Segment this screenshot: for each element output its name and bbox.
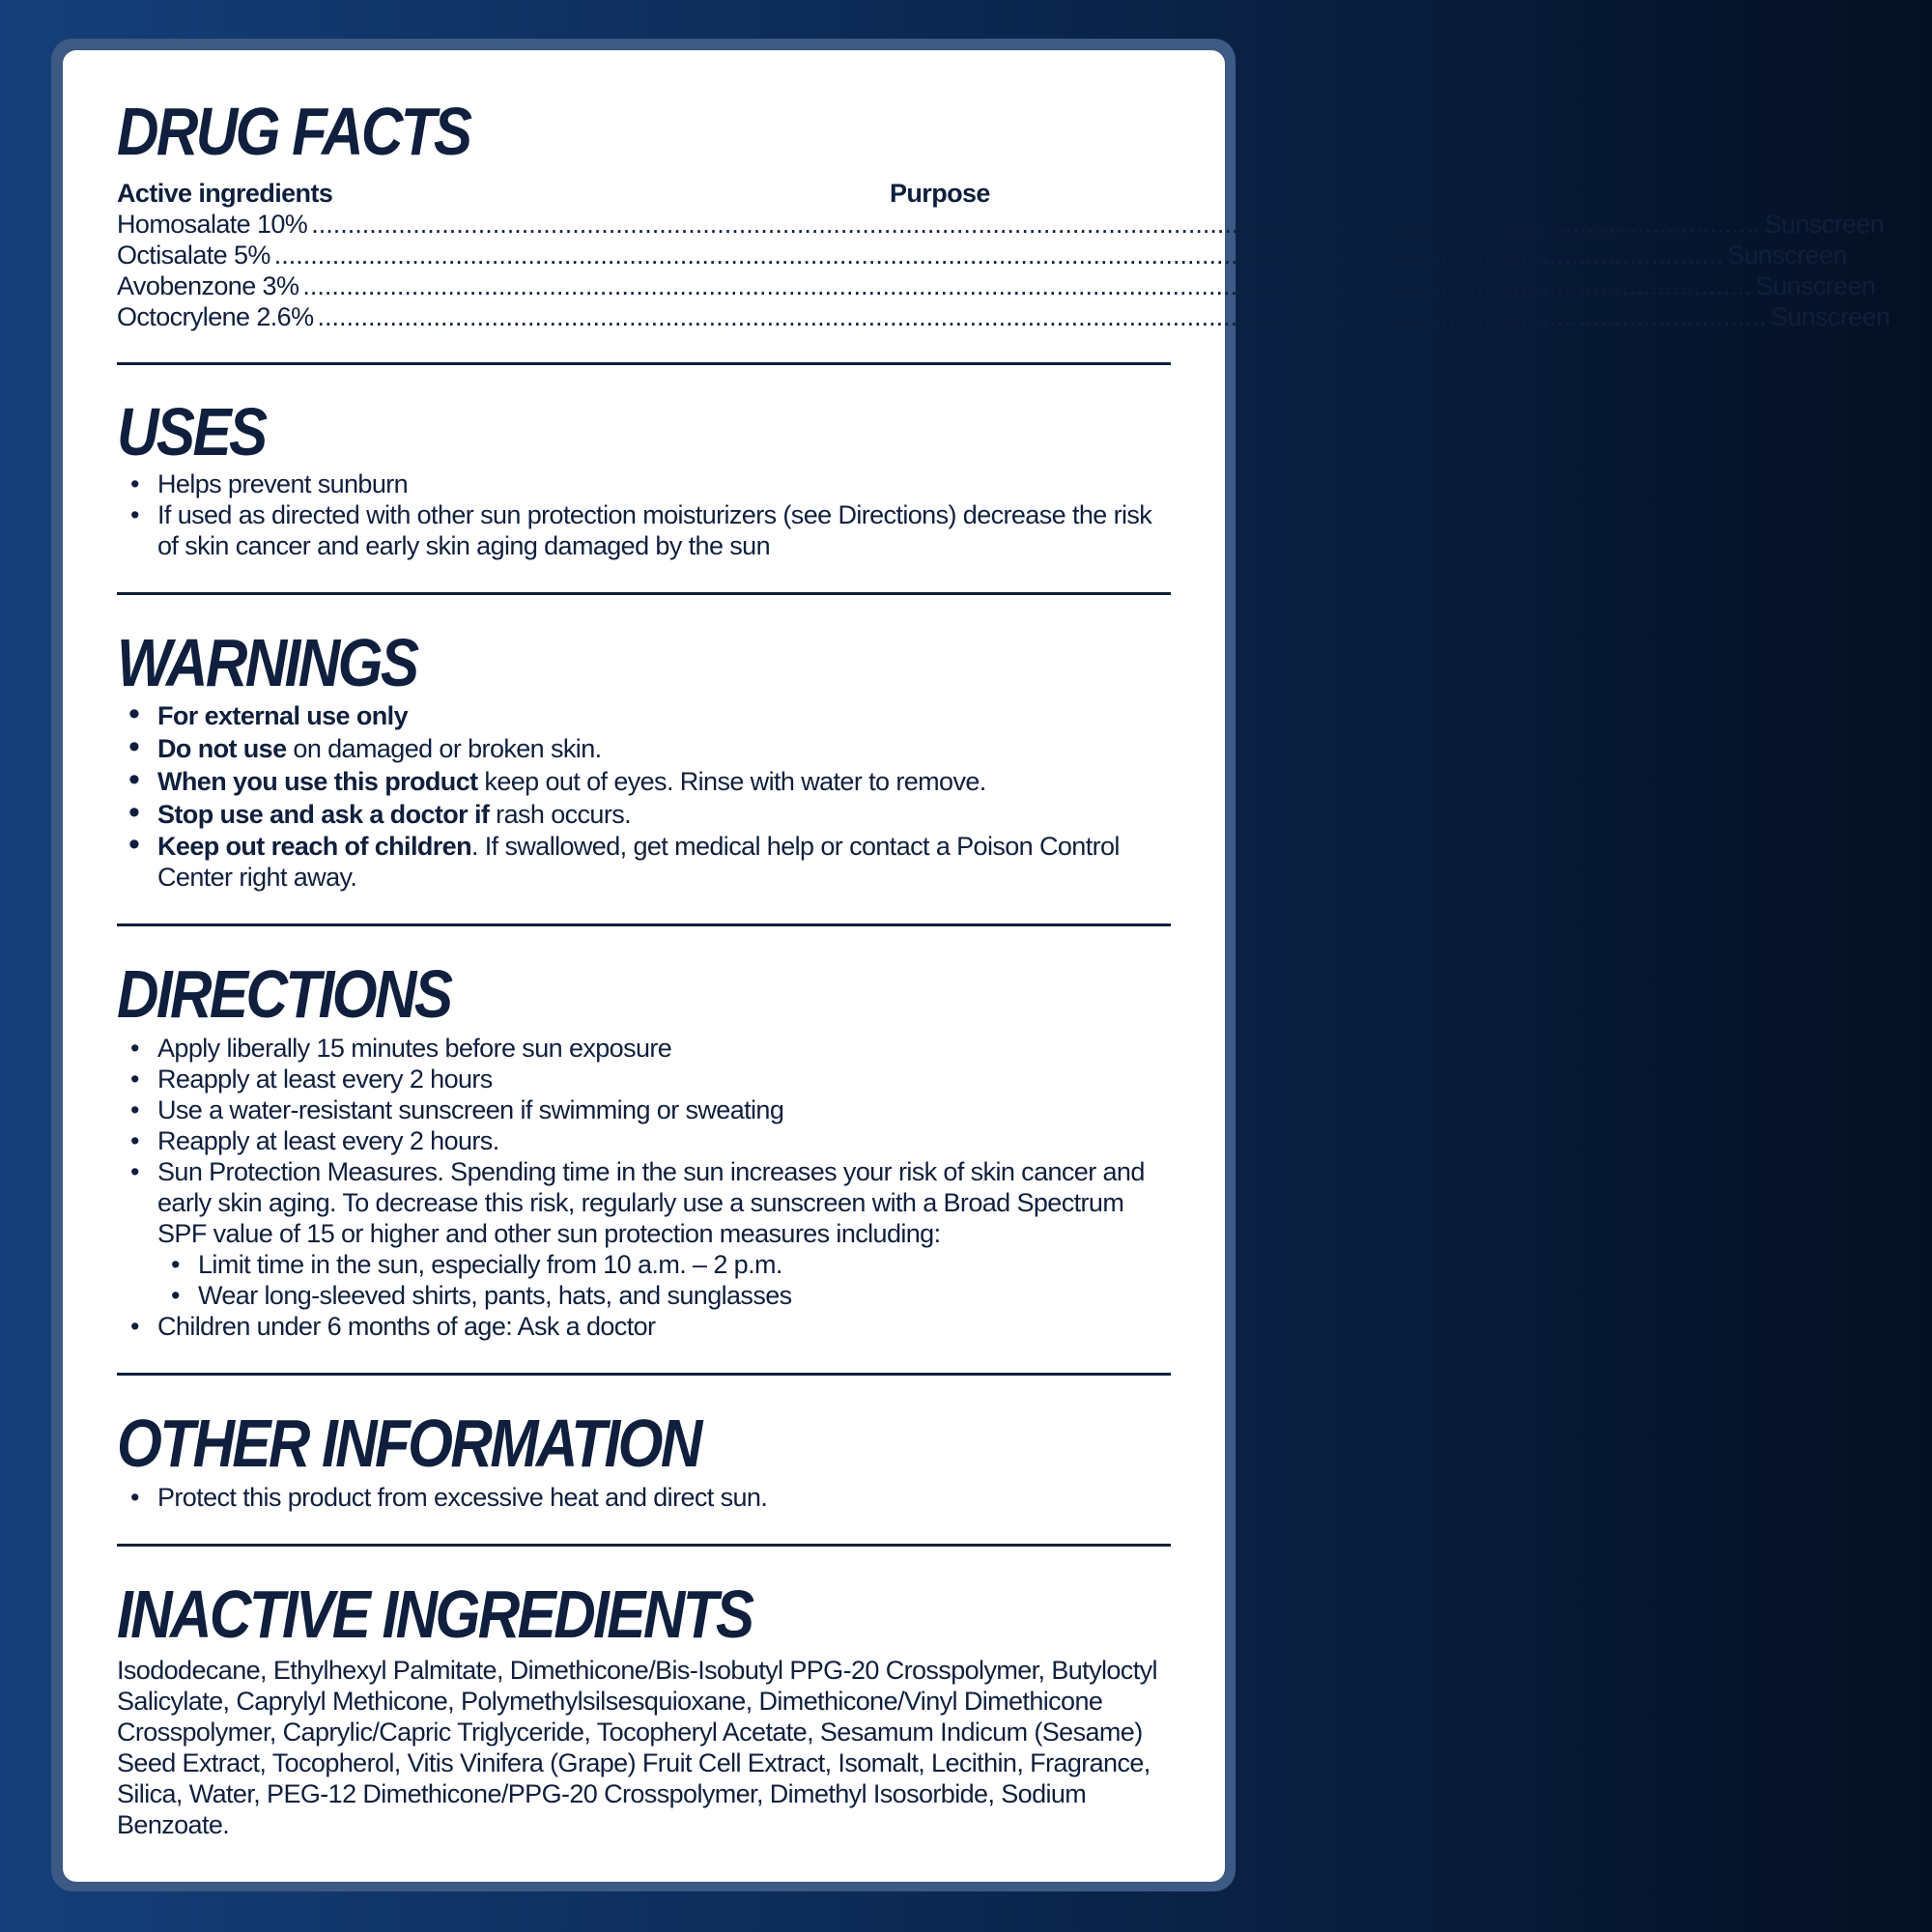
inactive-ingredients-text: Isododecane, Ethylhexyl Palmitate, Dimethicone/Bis-Isobutyl PPG-20 Crosspolymer, Butyloctyl Salicylate, Caprylyl Methicone, Polymethylsilsesquioxane, Dimethicone/Vinyl Dimethicone Crosspolymer, Caprylic/Capric Triglyceride, Tocopheryl Acetate, Sesamum Indicum (Sesame) Seed Extract, Tocopherol, Vitis Vinifera (Grape) Fruit Cell Extract, Isomalt, Lecithin, Fragrance, Silica, Water, PEG-12 Dimethicone/PPG-20 Crosspolymer, Dimethyl Isosorbide, Sodium Benzoate. — [117, 1656, 1157, 1839]
ingredient-purpose: Sunscreen — [1755, 271, 1876, 300]
warning-text: rash occurs. — [489, 800, 632, 829]
inactive-ingredients-section — [117, 1579, 1171, 1840]
dot-leader: ........................................................................................................................................................................................................ — [311, 210, 1761, 239]
dot-leader: ........................................................................................................................................................................................................ — [317, 302, 1767, 331]
section-divider — [117, 362, 1171, 365]
warning-lead: Do not use — [157, 734, 287, 763]
drug-facts-section — [117, 94, 1890, 332]
sun-protection-text: Sun Protection Measures. Spending time in the sun increases your risk of skin cancer and early skin aging. To decrease this risk, regularly use a sunscreen with a Broad Spectrum SPF value of 15 or higher and other sun protection measures including: — [157, 1157, 1145, 1248]
uses-list — [117, 469, 1171, 561]
ingredient-row — [117, 270, 1876, 301]
warnings-list — [117, 699, 1171, 893]
inactive-ingredients-title: INACTIVE INGREDIENTS — [117, 1577, 753, 1652]
warning-item — [117, 798, 1171, 831]
other-information-title: OTHER INFORMATION — [117, 1406, 700, 1481]
warning-lead: When you use this product — [157, 767, 478, 796]
sun-protection-sublist — [157, 1249, 1171, 1311]
active-ingredients-header-row — [117, 178, 1171, 209]
section-divider — [117, 1544, 1171, 1547]
drug-facts-panel — [63, 50, 1890, 1882]
drug-facts-title: DRUG FACTS — [117, 94, 470, 169]
section-divider — [117, 1373, 1171, 1376]
ingredient-row — [117, 301, 1890, 332]
list-item: • Helps prevent sunburn — [117, 469, 1171, 499]
warning-text: . If swallowed, get medical help or contact a Poison Control Center right away. — [157, 832, 1120, 892]
other-information-list — [117, 1482, 1171, 1513]
directions-list — [117, 1033, 1171, 1342]
ingredient-name: Octisalate 5% — [117, 241, 270, 270]
warning-item — [117, 732, 1171, 765]
list-item: • Reapply at least every 2 hours. — [117, 1125, 1171, 1156]
list-item: • Apply liberally 15 minutes before sun exposure — [117, 1033, 1171, 1064]
dot-leader: ........................................................................................................................................................................................................ — [273, 241, 1724, 270]
warning-item — [117, 765, 1171, 798]
section-divider — [117, 923, 1171, 926]
warnings-title: WARNINGS — [117, 625, 417, 700]
ingredient-row — [117, 209, 1885, 240]
ingredient-row — [117, 240, 1847, 270]
sub-list-item: • Limit time in the sun, especially from 10 a.m. – 2 p.m. — [157, 1249, 1171, 1280]
ingredient-name: Avobenzone 3% — [117, 271, 299, 300]
uses-title: USES — [117, 394, 266, 469]
warning-item — [117, 831, 1171, 893]
list-item — [117, 1156, 1171, 1311]
list-item: • Reapply at least every 2 hours — [117, 1064, 1171, 1094]
ingredient-name: Octocrylene 2.6% — [117, 302, 314, 331]
uses-section — [117, 394, 1171, 561]
warning-lead: For external use only — [157, 701, 408, 730]
section-divider — [117, 592, 1171, 595]
directions-title: DIRECTIONS — [117, 956, 451, 1032]
sub-list-item: • Wear long-sleeved shirts, pants, hats, and sunglasses — [157, 1280, 1171, 1311]
ingredient-purpose: Sunscreen — [1770, 302, 1890, 331]
list-item: • Use a water-resistant sunscreen if swimming or sweating — [117, 1094, 1171, 1125]
warning-item — [117, 699, 1171, 732]
ingredient-purpose: Sunscreen — [1727, 241, 1847, 270]
other-information-section — [117, 1408, 1171, 1513]
warnings-section — [117, 625, 1171, 893]
warning-lead: Keep out reach of children — [157, 832, 471, 861]
list-item: • Protect this product from excessive heat and direct sun. — [117, 1482, 1171, 1513]
purpose-header: Purpose — [890, 179, 990, 208]
list-item: • If used as directed with other sun protection moisturizers (see Directions) decrease the risk of skin cancer and early skin aging damaged by the sun — [117, 499, 1171, 561]
drug-facts-content — [117, 94, 1890, 1840]
warning-text: on damaged or broken skin. — [286, 734, 602, 763]
directions-section — [117, 956, 1171, 1342]
ingredient-purpose: Sunscreen — [1764, 210, 1885, 239]
dot-leader: ........................................................................................................................................................................................................ — [302, 271, 1752, 300]
list-item: • Children under 6 months of age: Ask a doctor — [117, 1311, 1171, 1342]
warning-text: keep out of eyes. Rinse with water to remove. — [477, 767, 986, 796]
active-ingredients-header: Active ingredients — [117, 179, 333, 208]
ingredient-name: Homosalate 10% — [117, 210, 308, 239]
warning-lead: Stop use and ask a doctor if — [157, 800, 490, 829]
